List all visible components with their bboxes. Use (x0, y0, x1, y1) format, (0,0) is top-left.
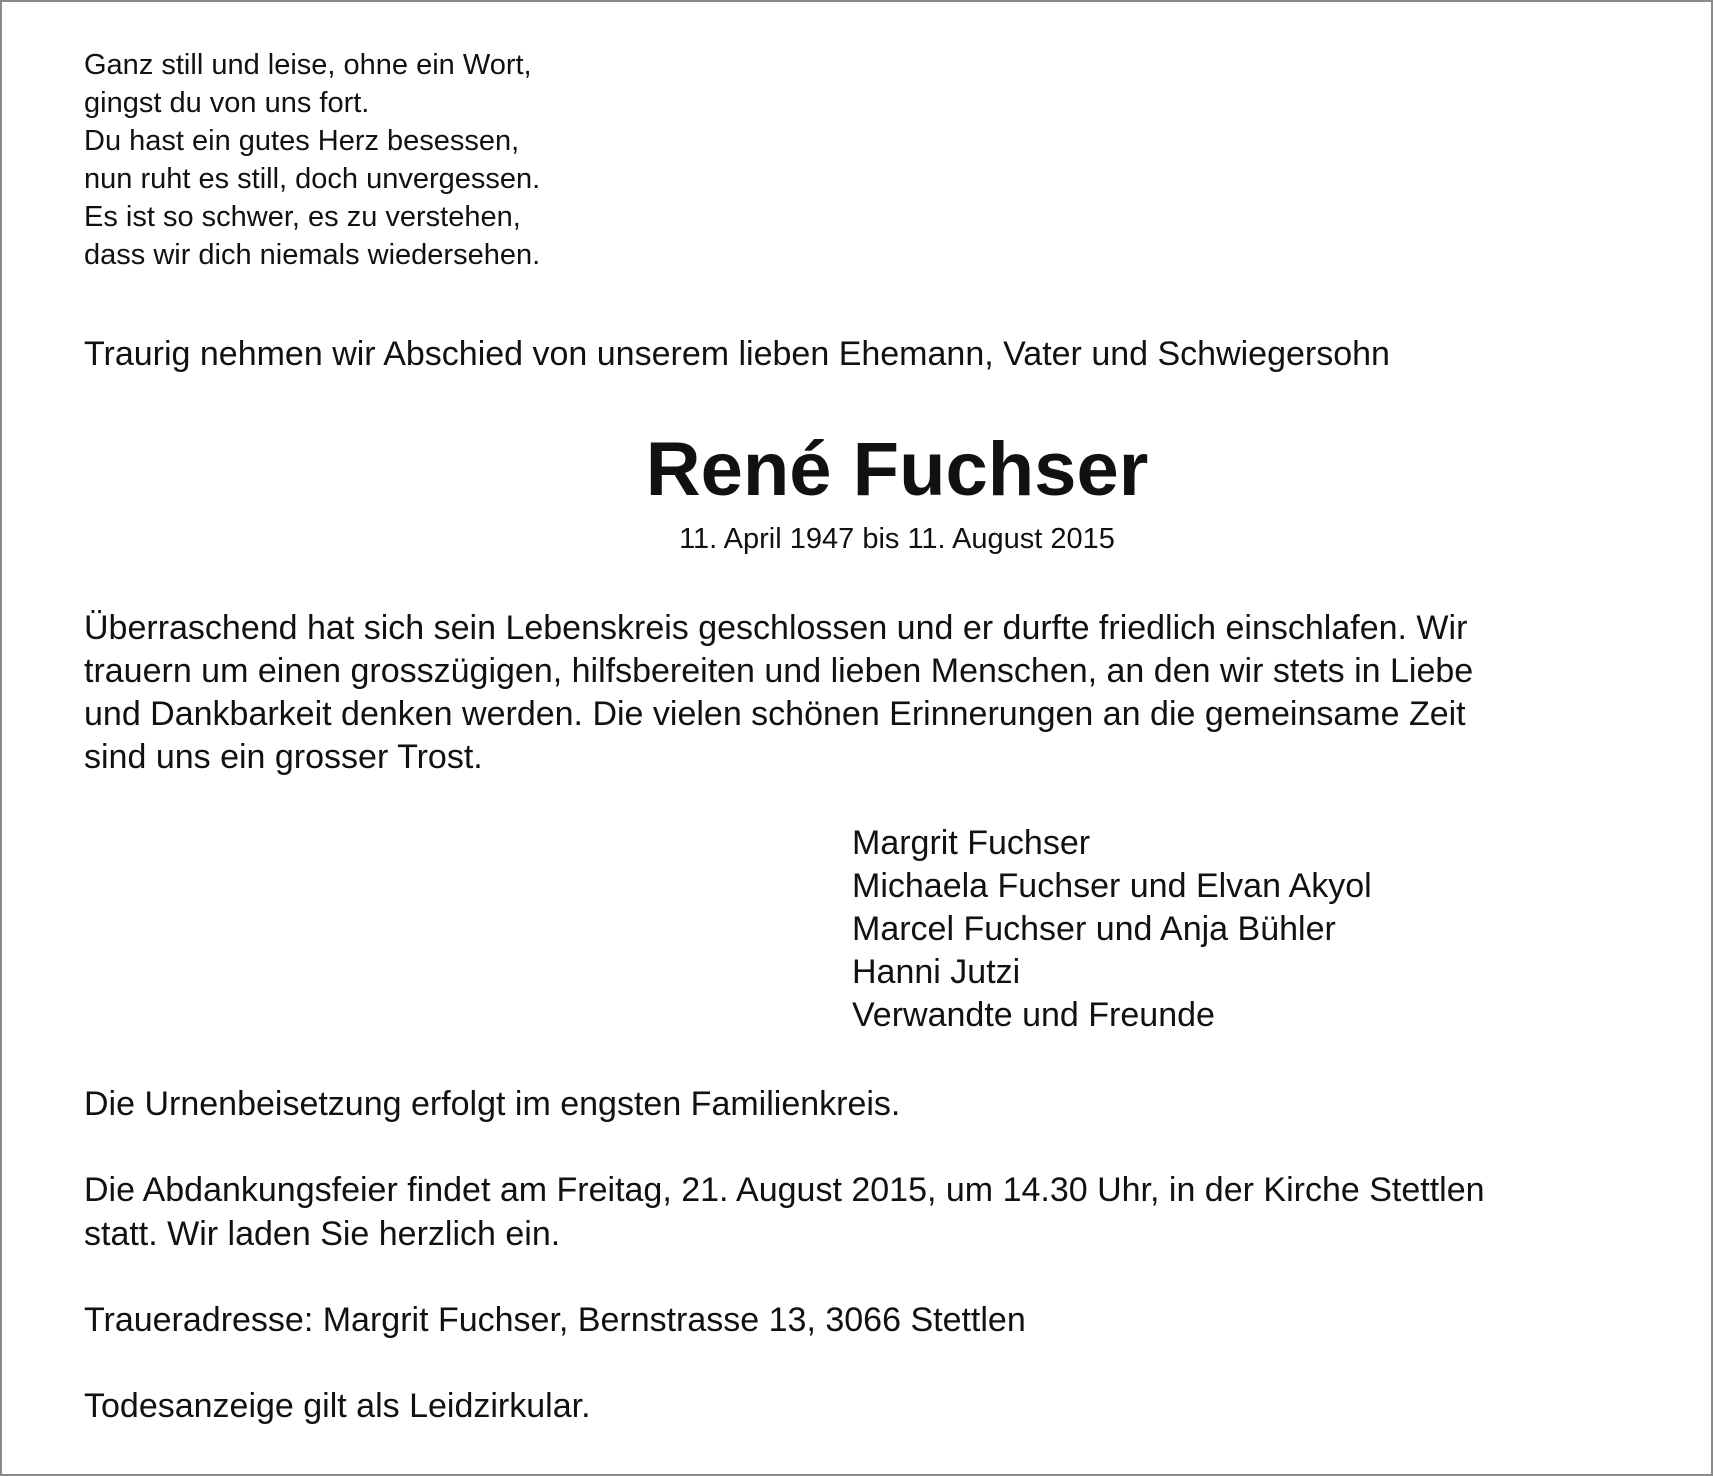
closing-note (84, 1384, 591, 1428)
tribute-line: Überraschend hat sich sein Lebenskreis geschlossen und er durfte friedlich einschlafen. Wir (84, 609, 1468, 647)
mourner-name: Hanni Jutzi (852, 953, 1021, 991)
service-line: statt. Wir laden Sie herzlich ein. (84, 1215, 561, 1253)
poem-line: Es ist so schwer, es zu verstehen, (84, 201, 521, 233)
burial-text: Die Urnenbeisetzung erfolgt im engsten Familienkreis. (84, 1085, 901, 1123)
memorial-poem (84, 46, 540, 274)
service-line: Die Abdankungsfeier findet am Freitag, 21. August 2015, um 14.30 Uhr, in der Kirche Stettlen (84, 1171, 1485, 1209)
farewell-intro: Traurig nehmen wir Abschied von unserem lieben Ehemann, Vater und Schwiegersohn (84, 335, 1390, 373)
mourner-name: Michaela Fuchser und Elvan Akyol (852, 867, 1372, 905)
deceased-name: René Fuchser (645, 427, 1149, 512)
mourner-name: Verwandte und Freunde (852, 996, 1215, 1034)
burial-note (84, 1082, 900, 1126)
mourner-name: Marcel Fuchser und Anja Bühler (852, 910, 1336, 948)
poem-line: Du hast ein gutes Herz besessen, (84, 125, 520, 157)
tribute-line: trauern um einen grosszügigen, hilfsbereiten und lieben Menschen, an den wir stets in Liebe (84, 652, 1474, 690)
tribute-line: und Dankbarkeit denken werden. Die vielen schönen Erinnerungen an die gemeinsame Zeit (84, 695, 1466, 733)
mourner-name: Margrit Fuchser (852, 824, 1091, 862)
tribute-paragraph (84, 607, 1644, 779)
mourners-list (852, 822, 1372, 1037)
closing-text: Todesanzeige gilt als Leidzirkular. (84, 1387, 591, 1425)
life-dates: 11. April 1947 bis 11. August 2015 (679, 523, 1115, 555)
poem-line: Ganz still und leise, ohne ein Wort, (84, 49, 532, 81)
poem-line: gingst du von uns fort. (84, 87, 370, 119)
service-announcement (84, 1168, 1485, 1256)
poem-line: nun ruht es still, doch unvergessen. (84, 163, 541, 195)
poem-line: dass wir dich niemals wiedersehen. (84, 239, 541, 271)
mourning-address (84, 1298, 1026, 1342)
address-text: Traueradresse: Margrit Fuchser, Bernstrasse 13, 3066 Stettlen (84, 1301, 1026, 1339)
tribute-line: sind uns ein grosser Trost. (84, 738, 483, 776)
